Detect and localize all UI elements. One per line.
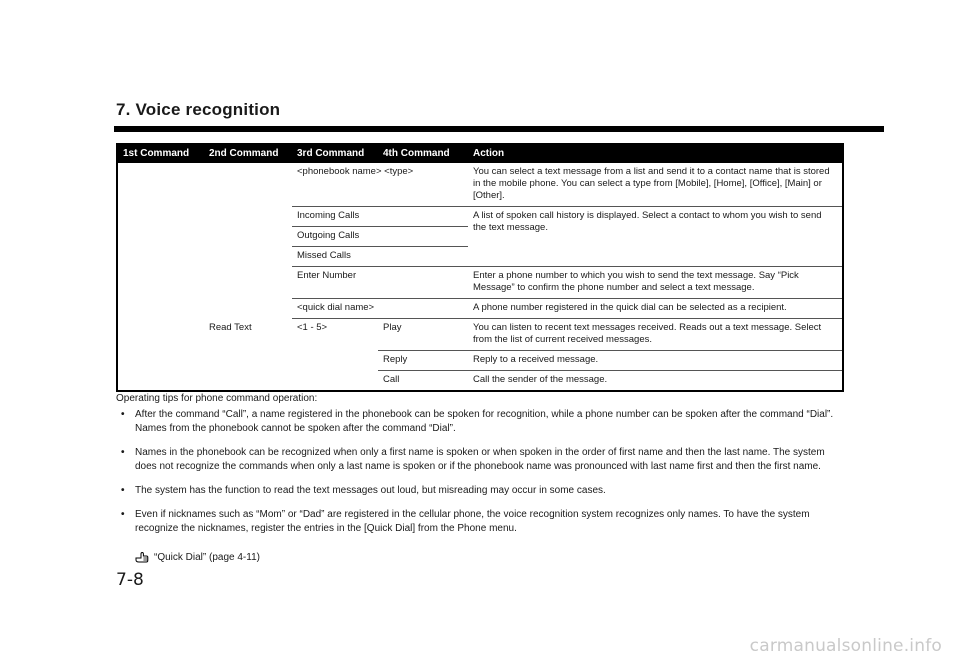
table-row bbox=[117, 319, 843, 351]
cell-action: A phone number registered in the quick dial can be selected as a recipient. bbox=[468, 299, 843, 319]
cell-action: You can select a text message from a list and send it to a contact name that is stored in the mobile phone. You can select a type from [Mobile], [Home], [Office], [Main] or [Other]. bbox=[468, 163, 843, 207]
list-item bbox=[116, 484, 844, 498]
cell-incoming-calls: Incoming Calls bbox=[292, 207, 468, 227]
cell-action: Enter a phone number to which you wish to send the text message. Say “Pick Message” to confirm the phone number and select a text message. bbox=[468, 267, 843, 299]
tip-text: After the command “Call”, a name registered in the phonebook can be spoken for recognition, while a phone number can be spoken after the command “Dial”. Names from the phonebook cannot be spoken after the command “Dial”. bbox=[135, 409, 834, 434]
reference-text: “Quick Dial” (page 4-11) bbox=[154, 551, 260, 563]
cell-read-text: Read Text bbox=[209, 321, 252, 333]
title-divider bbox=[114, 126, 884, 132]
cell-action: You can listen to recent text messages received. Reads out a text message. Select from the list of current received messages. bbox=[468, 319, 843, 351]
bullet-icon: • bbox=[121, 409, 125, 420]
cell-phonebook-name-type: <phonebook name> <type> bbox=[292, 163, 468, 207]
cell-play: Play bbox=[378, 319, 468, 351]
tips-list bbox=[116, 408, 844, 546]
cell-1st-command-empty bbox=[117, 163, 204, 391]
tip-text: Even if nicknames such as “Mom” or “Dad” are registered in the cellular phone, the voice recognition system recognizes only names. To have the system recognize the nicknames, register the entries in the [Quick Dial] from the Phone menu. bbox=[135, 509, 810, 534]
cell-action: Reply to a received message. bbox=[468, 351, 843, 371]
bullet-icon: • bbox=[121, 447, 125, 458]
header-4th-command: 4th Command bbox=[378, 144, 468, 163]
cell-call: Call bbox=[383, 374, 400, 385]
cell-enter-number: Enter Number bbox=[292, 267, 468, 299]
page-reference-link[interactable] bbox=[135, 551, 260, 563]
table-row bbox=[117, 163, 843, 207]
header-1st-command: 1st Command bbox=[117, 144, 204, 163]
list-item bbox=[116, 508, 844, 536]
cell-quick-dial-name: <quick dial name> bbox=[292, 299, 468, 319]
cell-message-range: <1 - 5> bbox=[297, 322, 328, 333]
header-action: Action bbox=[468, 144, 843, 163]
cell-outgoing-calls: Outgoing Calls bbox=[292, 227, 468, 247]
tip-text: Names in the phonebook can be recognized when only a first name is spoken or when spoken in the order of first name and then the last name. The system does not recognize the commands when only a last name is spoken or if the phonebook name was pronounced with last name first and then the first name. bbox=[135, 447, 825, 472]
page-number: 7-8 bbox=[116, 570, 144, 590]
list-item bbox=[116, 408, 844, 436]
cell-action: A list of spoken call history is displayed. Select a contact to whom you wish to send the text message. bbox=[468, 207, 843, 267]
table-header-row bbox=[117, 144, 843, 163]
cell-reply: Reply bbox=[378, 351, 468, 371]
bullet-icon: • bbox=[121, 485, 125, 496]
voice-command-table bbox=[116, 143, 844, 392]
watermark: carmanualsonline.info bbox=[749, 636, 942, 656]
cell-2nd-command-empty bbox=[204, 163, 292, 319]
bullet-icon: • bbox=[121, 509, 125, 520]
tip-text: The system has the function to read the text messages out loud, but misreading may occur in some cases. bbox=[135, 485, 606, 496]
cell-missed-calls: Missed Calls bbox=[292, 247, 468, 267]
cell-action: Call the sender of the message. bbox=[473, 374, 608, 385]
list-item bbox=[116, 446, 844, 474]
header-2nd-command: 2nd Command bbox=[204, 144, 292, 163]
tips-heading: Operating tips for phone command operation: bbox=[116, 393, 318, 404]
pointing-hand-icon bbox=[135, 551, 149, 563]
section-title: 7. Voice recognition bbox=[116, 100, 281, 119]
header-3rd-command: 3rd Command bbox=[292, 144, 378, 163]
